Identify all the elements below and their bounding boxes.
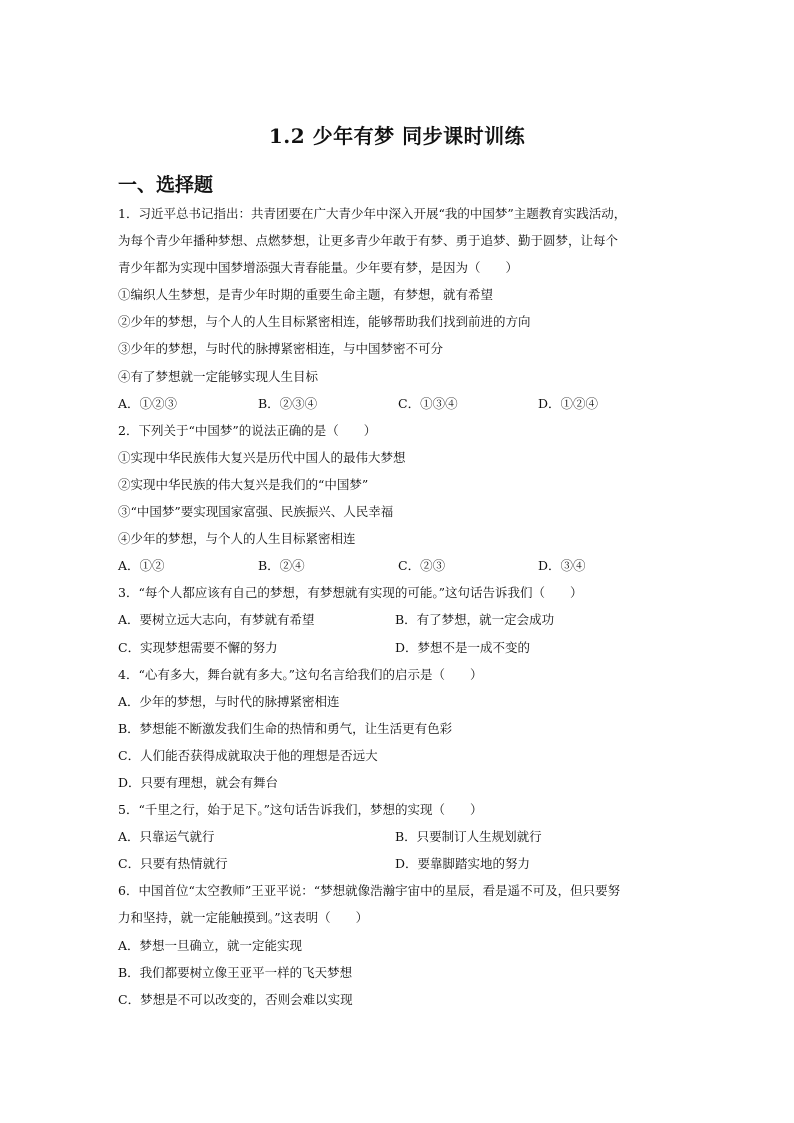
option-b: B．只要制订人生规划就行 [395, 829, 542, 845]
question-stem: 1．习近平总书记指出：共青团要在广大青少年中深入开展“我的中国梦”主题教育实践活动， [118, 206, 627, 221]
option-c: C．人们能否获得成就取决于他的理想是否远大 [118, 747, 378, 763]
statement: ③“中国梦”要实现国家富强、民族振兴、人民幸福 [118, 504, 394, 520]
question-6 [118, 877, 678, 1012]
option-c: C．梦想是不可以改变的，否则会难以实现 [118, 991, 353, 1007]
option-a: A．只靠运气就行 [118, 829, 215, 845]
question-stem: 2．下列关于“中国梦”的说法正确的是（ ） [118, 422, 377, 438]
option-a: A．①②③ [118, 395, 178, 411]
question-stem: 4．“心有多大，舞台就有多大。”这句名言给我们的启示是（ ） [118, 666, 483, 682]
answer-options [118, 850, 678, 877]
question-3 [118, 579, 678, 660]
statement: ③少年的梦想，与时代的脉搏紧密相连，与中国梦密不可分 [118, 341, 444, 357]
answer-options [118, 606, 678, 633]
statement: ④少年的梦想，与个人的人生目标紧密相连 [118, 531, 356, 547]
option-a: A．少年的梦想，与时代的脉搏紧密相连 [118, 693, 340, 709]
question-list [118, 200, 678, 1013]
option-a: A．梦想一旦确立，就一定能实现 [118, 937, 303, 953]
option-a: A．①② [118, 558, 165, 574]
answer-options [118, 823, 678, 850]
question-4 [118, 661, 678, 796]
question-5 [118, 796, 678, 877]
question-stem: 为每个青少年播种梦想、点燃梦想，让更多青少年敢于有梦、勇于追梦、勤于圆梦，让每个 [118, 233, 619, 249]
question-1 [118, 200, 678, 417]
statement: ④有了梦想就一定能够实现人生目标 [118, 368, 319, 384]
statement: ②实现中华民族的伟大复兴是我们的“中国梦” [118, 476, 369, 492]
option-d: D．①②④ [538, 395, 599, 411]
option-d: D．只要有理想，就会有舞台 [118, 774, 279, 790]
question-stem: 青少年都为实现中国梦增添强大青春能量。少年要有梦，是因为（ ） [118, 260, 519, 276]
option-d: D．③④ [538, 558, 586, 574]
option-b: B．梦想能不断激发我们生命的热情和勇气，让生活更有色彩 [118, 720, 453, 736]
option-b: B．②④ [258, 558, 305, 574]
option-d: D．梦想不是一成不变的 [395, 639, 531, 655]
question-stem: 3．“每个人都应该有自己的梦想，有梦想就有实现的可能。”这句话告诉我们（ ） [118, 585, 583, 601]
question-2 [118, 417, 678, 580]
option-b: B．有了梦想，就一定会成功 [395, 612, 555, 628]
answer-options [118, 552, 678, 579]
question-stem: 5．“千里之行，始于足下。”这句话告诉我们，梦想的实现（ ） [118, 802, 483, 818]
option-c: C．实现梦想需要不懈的努力 [118, 639, 278, 655]
question-stem: 力和坚持，就一定能触摸到。”这表明（ ） [118, 910, 369, 926]
option-d: D．要靠脚踏实地的努力 [395, 856, 531, 872]
section-heading: 一、选择题 [118, 174, 214, 196]
option-b: B．②③④ [258, 395, 318, 411]
option-c: C．①③④ [398, 395, 458, 411]
statement: ①编织人生梦想，是青少年时期的重要生命主题，有梦想，就有希望 [118, 287, 494, 303]
answer-options [118, 634, 678, 661]
document-title: 1.2 少年有梦 同步课时训练 [268, 124, 526, 148]
answer-options [118, 390, 678, 417]
question-stem: 6．中国首位“太空教师”王亚平说：“梦想就像浩瀚宇宙中的星辰，看是遥不可及，但只要努 [118, 883, 621, 899]
statement: ①实现中华民族伟大复兴是历代中国人的最伟大梦想 [118, 449, 406, 465]
option-a: A．要树立远大志向，有梦就有希望 [118, 612, 315, 628]
option-c: C．②③ [398, 558, 446, 574]
option-b: B．我们都要树立像王亚平一样的飞天梦想 [118, 964, 353, 980]
option-c: C．只要有热情就行 [118, 856, 228, 872]
statement: ②少年的梦想，与个人的人生目标紧密相连，能够帮助我们找到前进的方向 [118, 314, 531, 330]
